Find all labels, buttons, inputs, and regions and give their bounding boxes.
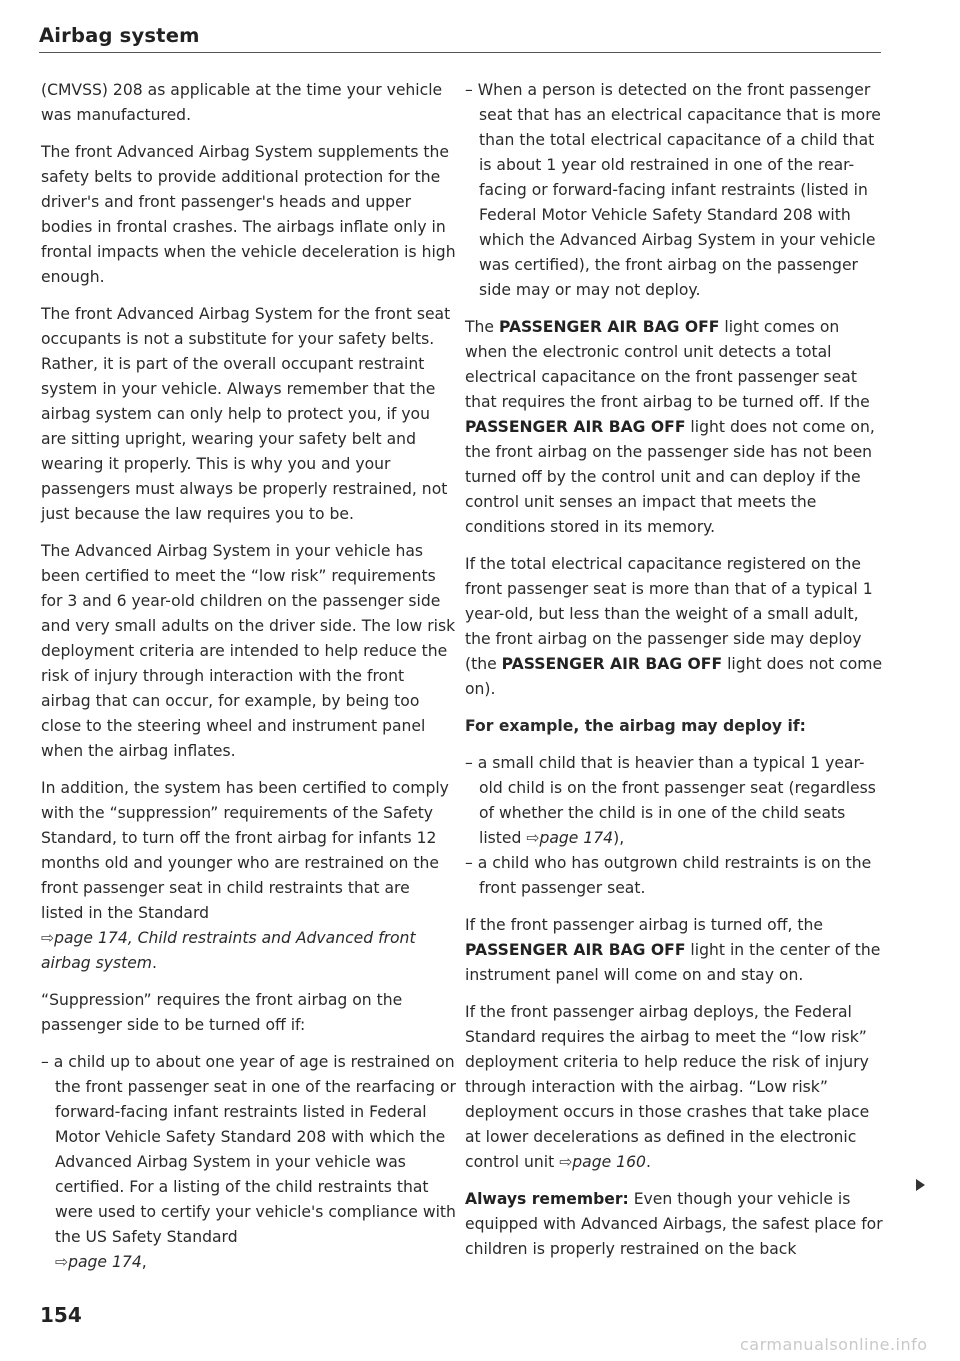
watermark: carmanualsonline.info (740, 1335, 928, 1354)
indicator-name: PASSENGER AIR BAG OFF (501, 655, 723, 673)
cross-reference-arrow-icon: ⇨ (41, 929, 55, 947)
paragraph: If the total electrical capacitance registered on the front passenger seat is more than that of a typical 1 year-old, but less than the weight of a small adult, the front airbag on the passenger side may deploy (the PASSENGER AIR BAG OFF light does not come on). (465, 555, 883, 698)
page-reference-link[interactable]: page 174, Child restraints and Advanced front airbag system (41, 929, 416, 972)
list-item: – a small child that is heavier than a typical 1 year-old child is on the front passenger seat (regardless of whether the child is in one of the child seats listed ⇨page 174), (465, 754, 876, 847)
paragraph: If the front passenger airbag deploys, the Federal Standard requires the airbag to meet the “low risk” deployment criteria to help reduce the risk of injury through interaction with the airbag. “Low risk” deployment occurs in those crashes that take place at lower decelerations as defined in the electronic control unit ⇨page 160. (465, 1003, 870, 1171)
paragraph: In addition, the system has been certified to comply with the “suppression” requirements of the Safety Standard, to turn off the front airbag for infants 12 months old and younger who are restrained on the front passenger seat in child restraints that are listed in the Standard ⇨page 174, Child restraints and Advanced front airbag system. (41, 779, 449, 972)
paragraph: (CMVSS) 208 as applicable at the time your vehicle was manufactured. (41, 81, 443, 124)
subheading: For example, the airbag may deploy if: (465, 717, 806, 735)
paragraph: The front Advanced Airbag System supplements the safety belts to provide additional protection for the driver's and front passenger's heads and upper bodies in frontal crashes. The airbags inflate only in frontal impacts when the vehicle deceleration is high enough. (41, 143, 456, 286)
cross-reference-arrow-icon: ⇨ (55, 1253, 69, 1271)
list-item: – When a person is detected on the front passenger seat that has an electrical capacitance that is more than the total electrical capacitance of a child that is about 1 year old restrained in one of the rear-facing or forward-facing infant restraints (listed in Federal Motor Vehicle Safety Standard 208 with which the Advanced Airbag System in your vehicle was certified), the front airbag on the passenger side may or may not deploy. (465, 81, 881, 299)
page-number: 154 (40, 1303, 82, 1327)
indicator-name: PASSENGER AIR BAG OFF (465, 941, 686, 959)
page-reference-link[interactable]: page 174 (68, 1253, 142, 1271)
section-title: Airbag system (39, 24, 200, 47)
emphasis-label: Always remember: (465, 1190, 629, 1208)
page-reference-link[interactable]: page 160 (572, 1153, 646, 1171)
paragraph: The Advanced Airbag System in your vehicle has been certified to meet the “low risk” requirements for 3 and 6 year-old children on the passenger side and very small adults on the driver side. The low risk deployment criteria are intended to help reduce the risk of injury through interaction with the front airbag that can occur, for example, by being too close to the steering wheel and instrument panel when the airbag inflates. (41, 542, 456, 760)
page-header (39, 24, 881, 53)
list-item: – a child who has outgrown child restraints is on the front passenger seat. (465, 854, 872, 897)
indicator-name: PASSENGER AIR BAG OFF (498, 318, 720, 336)
right-column (465, 78, 885, 1274)
paragraph: The PASSENGER AIR BAG OFF light comes on when the electronic control unit detects a total electrical capacitance on the front passenger seat that requires the front airbag to be turned off. If the PASSENGER AIR BAG OFF light does not come on, the front airbag on the passenger side has not been turned off by the control unit and can deploy if the control unit senses an impact that meets the conditions stored in its memory. (465, 318, 875, 536)
cross-reference-arrow-icon: ⇨ (559, 1153, 573, 1171)
paragraph: The front Advanced Airbag System for the front seat occupants is not a substitute for your safety belts. Rather, it is part of the overall occupant restraint system in your vehicle. Always remember that the airbag system can only help to protect you, if you are sitting upright, wearing your safety belt and wearing it properly. This is why you and your passengers must always be properly restrained, not just because the law requires you to be. (41, 305, 451, 523)
indicator-name: PASSENGER AIR BAG OFF (465, 418, 686, 436)
page-reference-link[interactable]: page 174 (539, 829, 614, 847)
paragraph: Always remember: Even though your vehicle is equipped with Advanced Airbags, the safest place for children is properly restrained on the back (465, 1190, 883, 1258)
continue-arrow-icon (916, 1179, 925, 1191)
paragraph: “Suppression” requires the front airbag on the passenger side to be turned off if: (41, 991, 403, 1034)
left-column (41, 78, 457, 1275)
cross-reference-arrow-icon: ⇨ (526, 829, 540, 847)
paragraph: If the front passenger airbag is turned off, the PASSENGER AIR BAG OFF light in the center of the instrument panel will come on and stay on. (465, 916, 881, 984)
list-item: – a child up to about one year of age is restrained on the front passenger seat in one of the rearfacing or forward-facing infant restraints listed in Federal Motor Vehicle Safety Standard 208 with which the Advanced Airbag System in your vehicle was certified. For a listing of the child restraints that were used to certify your vehicle's compliance with the US Safety Standard ⇨page 174, (41, 1053, 456, 1271)
